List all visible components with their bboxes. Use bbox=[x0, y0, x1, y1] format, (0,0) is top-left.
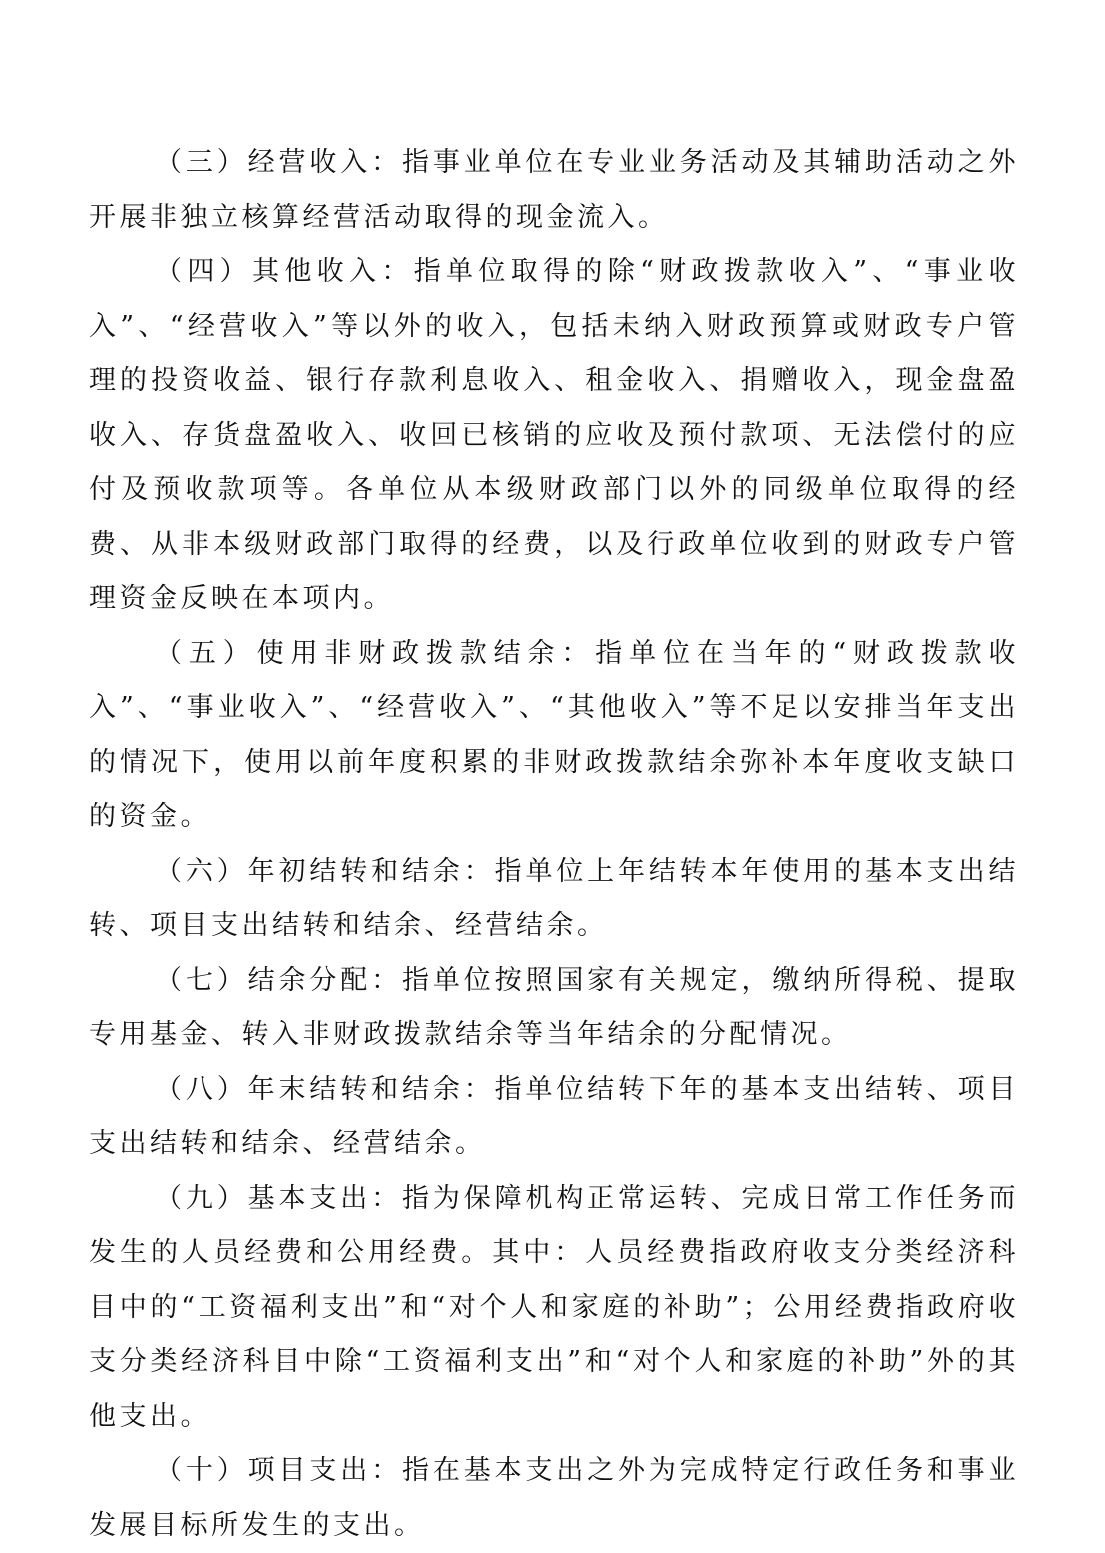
paragraph-opening-carryover: （六）年初结转和结余：指单位上年结转本年使用的基本支出结转、项目支出结转和结余、经营结余。 bbox=[89, 855, 1019, 941]
paragraph-closing-carryover: （八）年末结转和结余：指单位结转下年的基本支出结转、项目支出结转和结余、经营结余。 bbox=[89, 1073, 1019, 1159]
paragraph-surplus-distribution: （七）结余分配：指单位按照国家有关规定，缴纳所得税、提取专用基金、转入非财政拨款结余等当年结余的分配情况。 bbox=[89, 964, 1019, 1050]
paragraph-basic-expenditure: （九）基本支出：指为保障机构正常运转、完成日常工作任务而发生的人员经费和公用经费。其中：人员经费指政府收支分类经济科目中的“工资福利支出”和“对个人和家庭的补助”；公用经费指政府收支分类经济科目中除“工资福利支出”和“对个人和家庭的补助”外的其他支出。 bbox=[89, 1182, 1019, 1432]
paragraph-other-income: （四）其他收入：指单位取得的除“财政拨款收入”、“事业收入”、“经营收入”等以外的收入，包括未纳入财政预算或财政专户管理的投资收益、银行存款利息收入、租金收入、捐赠收入，现金盘盈收入、存货盘盈收入、收回已核销的应收及预付款项、无法偿付的应付及预收款项等。各单位从本级财政部门以外的同级单位取得的经费、从非本级财政部门取得的经费，以及行政单位收到的财政专户管理资金反映在本项内。 bbox=[89, 256, 1019, 614]
paragraph-use-of-non-fiscal-balance: （五）使用非财政拨款结余：指单位在当年的“财政拨款收入”、“事业收入”、“经营收入”、“其他收入”等不足以安排当年支出的情况下，使用以前年度积累的非财政拨款结余弥补本年度收支缺口的资金。 bbox=[89, 637, 1019, 832]
paragraph-operating-income: （三）经营收入：指事业单位在专业业务活动及其辅助活动之外开展非独立核算经营活动取得的现金流入。 bbox=[89, 147, 1019, 233]
paragraph-project-expenditure: （十）项目支出：指在基本支出之外为完成特定行政任务和事业发展目标所发生的支出。 bbox=[89, 1455, 1019, 1541]
document-body bbox=[89, 136, 1019, 1553]
